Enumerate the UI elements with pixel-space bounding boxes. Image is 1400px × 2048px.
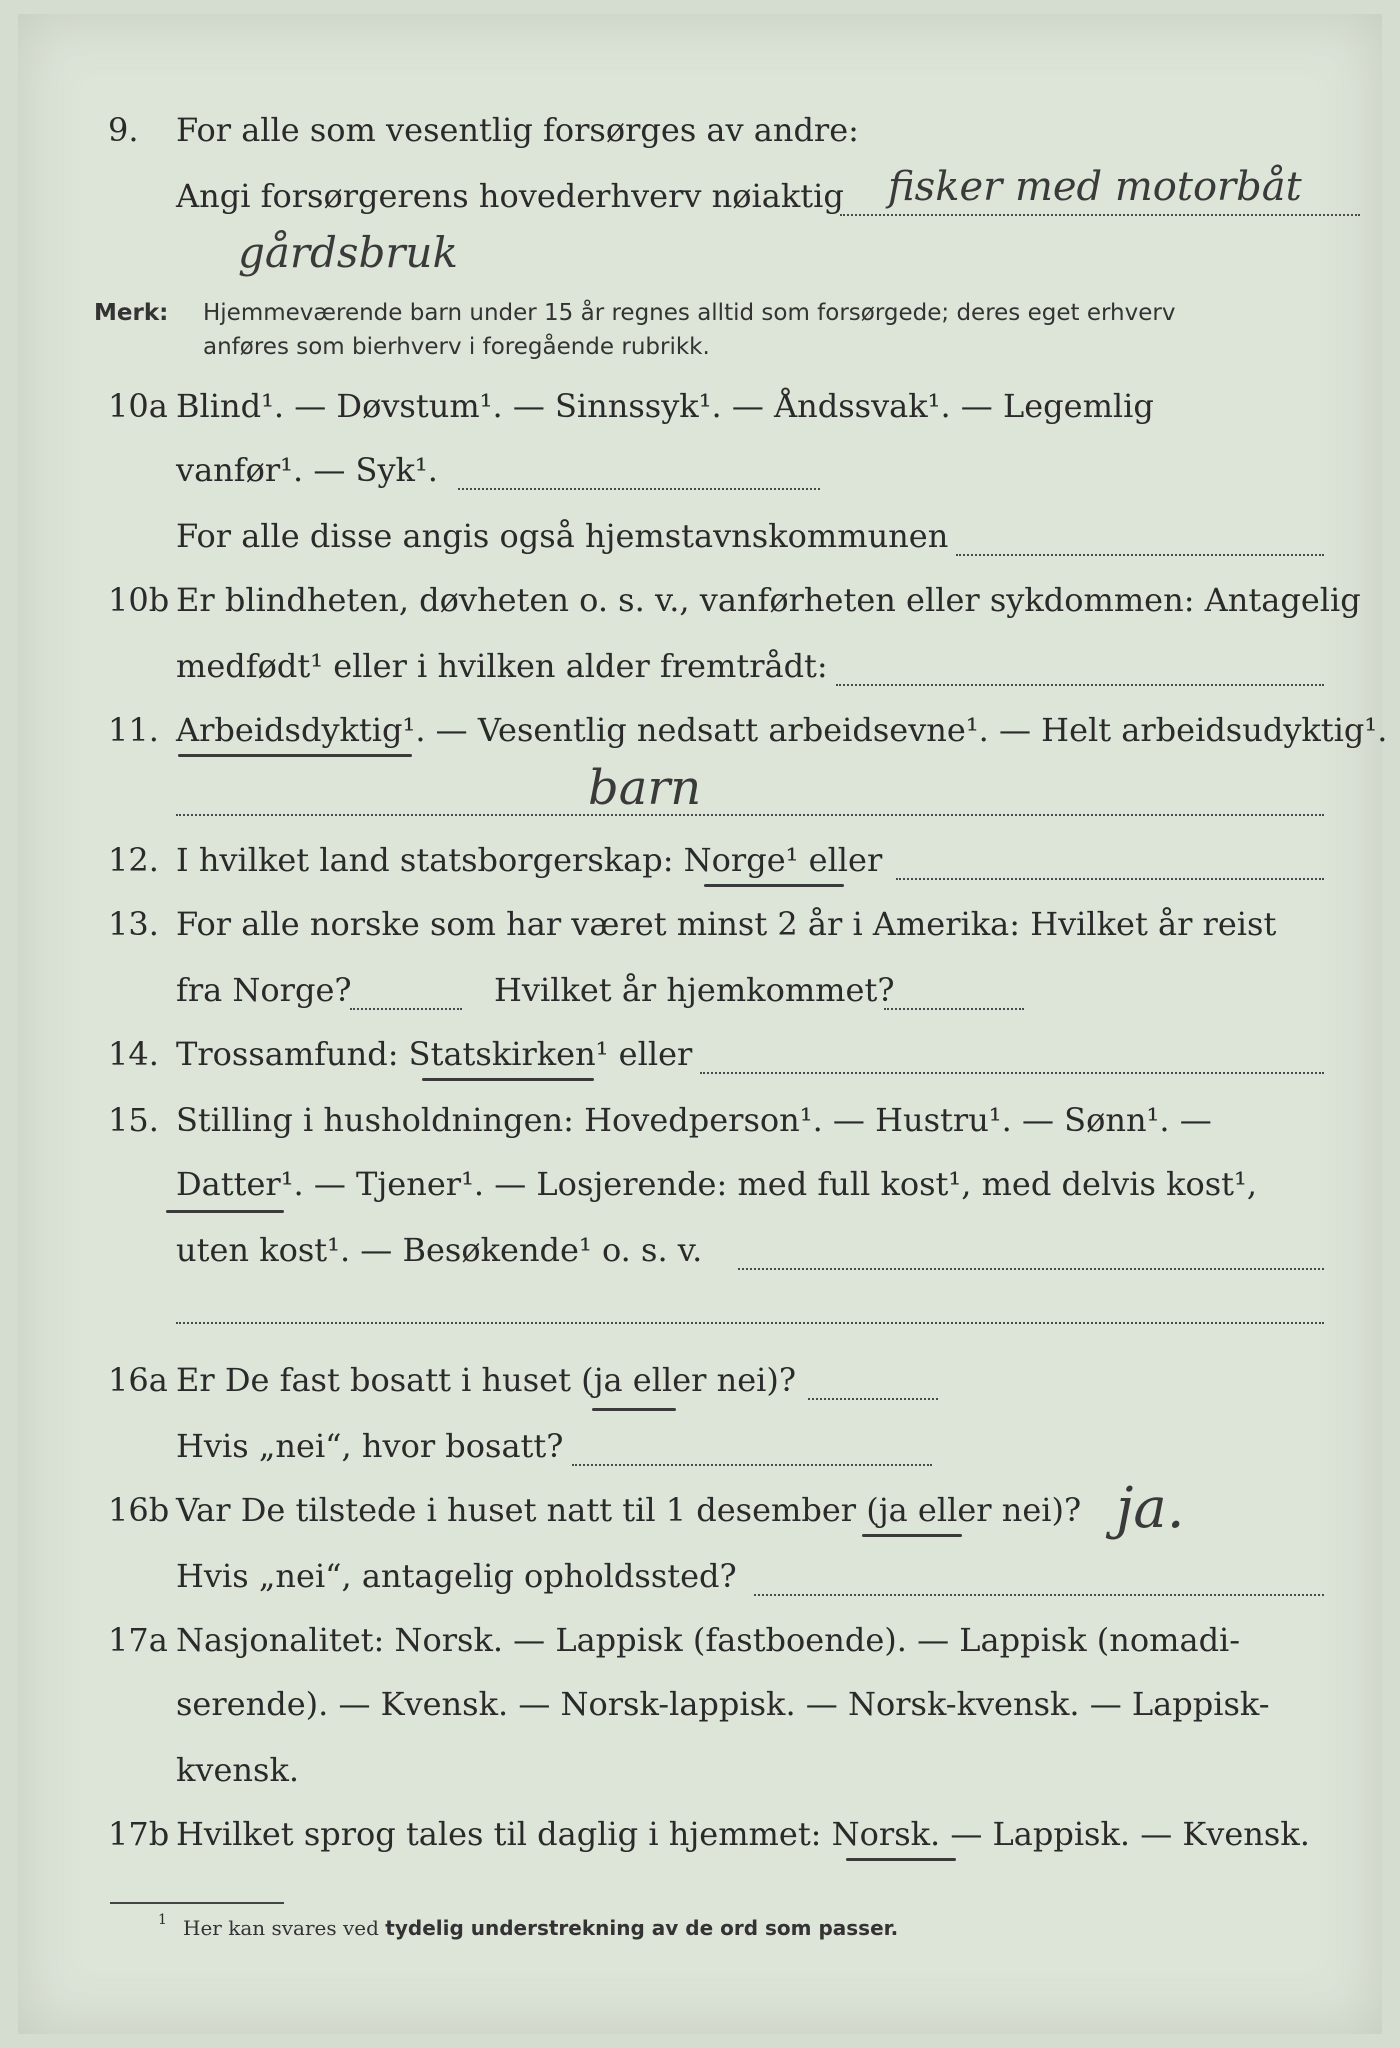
- item-text: Hvilket år hjemkommet?: [494, 971, 895, 1009]
- item-text: Blind¹. — Døvstum¹. — Sinnssyk¹. — Åndssvak¹. — Legemlig: [176, 387, 1154, 425]
- item-text: For alle disse angis også hjemstavnskommunen: [176, 517, 949, 555]
- item-text: Nasjonalitet: Norsk. — Lappisk (fastboende). — Lappisk (nomadi-: [176, 1621, 1241, 1659]
- underline-mark: [846, 1858, 956, 1861]
- item-number: 12.: [108, 841, 159, 879]
- item-number: 13.: [108, 905, 159, 943]
- item-text: For alle norske som har været minst 2 år i Amerika: Hvilket år reist: [176, 905, 1277, 943]
- answer-dotted-line: [754, 1594, 1324, 1596]
- item-number: 10a: [108, 387, 168, 425]
- item-text: uten kost¹. — Besøkende¹ o. s. v.: [176, 1231, 703, 1269]
- item-text: Hvilket sprog tales til daglig i hjemmet: Norsk. — Lappisk. — Kvensk.: [176, 1815, 1310, 1853]
- item-text: Angi forsørgerens hovederhverv nøiaktig: [176, 177, 844, 215]
- handwritten-answer: ja.: [1116, 1476, 1185, 1541]
- item-number: 17a: [108, 1621, 168, 1659]
- handwritten-answer: barn: [588, 760, 702, 816]
- underline-mark: [166, 1210, 284, 1213]
- item-text: fra Norge?: [176, 971, 352, 1009]
- answer-dotted-line: [808, 1398, 938, 1400]
- underline-mark: [862, 1534, 962, 1537]
- item-number: 15.: [108, 1101, 159, 1139]
- footnote-text-bold: tydelig understrekning av de ord som passer.: [385, 1916, 899, 1940]
- answer-dotted-line: [350, 1008, 462, 1010]
- item-text: serende). — Kvensk. — Norsk-lappisk. — Norsk-kvensk. — Lappisk-: [176, 1685, 1270, 1723]
- item-text: vanfør¹. — Syk¹.: [176, 451, 438, 489]
- answer-dotted-line: [176, 814, 1324, 816]
- answer-dotted-line: [738, 1268, 1324, 1270]
- answer-dotted-line: [572, 1464, 932, 1466]
- item-number: 14.: [108, 1035, 159, 1073]
- item-text: I hvilket land statsborgerskap: Norge¹ eller: [176, 841, 883, 879]
- item-text: Er De fast bosatt i huset (ja eller nei)?: [176, 1361, 797, 1399]
- item-text: Datter¹. — Tjener¹. — Losjerende: med full kost¹, med delvis kost¹,: [176, 1165, 1258, 1203]
- item-number: 17b: [108, 1815, 170, 1853]
- footnote-text: Her kan svares ved: [183, 1916, 379, 1940]
- answer-dotted-line: [176, 1322, 1324, 1324]
- item-text: Hvis „nei“, antagelig opholdssted?: [176, 1557, 737, 1595]
- item-number: 16a: [108, 1361, 168, 1399]
- underline-mark: [178, 754, 412, 757]
- handwritten-answer: fisker med motorbåt: [888, 164, 1302, 210]
- item-text: Stilling i husholdningen: Hovedperson¹. — Hustru¹. — Sønn¹. —: [176, 1101, 1212, 1139]
- item-text: Var De tilstede i huset natt til 1 desember (ja eller nei)?: [176, 1491, 1082, 1529]
- footnote-rule: [110, 1902, 284, 1904]
- item-text: Arbeidsdyktig¹. — Vesentlig nedsatt arbeidsevne¹. — Helt arbeidsudyktig¹.: [176, 711, 1388, 749]
- answer-dotted-line: [884, 1008, 1024, 1010]
- underline-mark: [422, 1078, 594, 1081]
- answer-dotted-line: [956, 554, 1324, 556]
- item-text: Hvis „nei“, hvor bosatt?: [176, 1427, 564, 1465]
- footnote: [183, 1916, 898, 1940]
- item-number: 9.: [108, 111, 139, 149]
- note-text: Hjemmeværende barn under 15 år regnes alltid som forsørgede; deres eget erhverv: [203, 300, 1176, 326]
- item-text: medfødt¹ eller i hvilken alder fremtrådt:: [176, 647, 828, 685]
- answer-dotted-line: [700, 1072, 1324, 1074]
- item-text: Trossamfund: Statskirken¹ eller: [176, 1035, 693, 1073]
- item-number: 10b: [108, 581, 170, 619]
- answer-dotted-line: [896, 878, 1324, 880]
- note-label: Merk:: [94, 300, 169, 326]
- answer-dotted-line: [836, 684, 1324, 686]
- footnote-mark: 1: [158, 1912, 167, 1928]
- answer-dotted-line: [840, 214, 1360, 216]
- underline-mark: [704, 884, 844, 887]
- census-form-page: [18, 14, 1388, 2034]
- item-number: 11.: [108, 711, 159, 749]
- item-text: Er blindheten, døvheten o. s. v., vanførheten eller sykdommen: Antagelig: [176, 581, 1361, 619]
- note-text: anføres som bierhverv i foregående rubrikk.: [203, 334, 710, 360]
- handwritten-answer: gårdsbruk: [238, 228, 458, 277]
- underline-mark: [592, 1408, 676, 1411]
- item-text: For alle som vesentlig forsørges av andre:: [176, 111, 859, 149]
- item-number: 16b: [108, 1491, 170, 1529]
- answer-dotted-line: [458, 488, 820, 490]
- item-text: kvensk.: [176, 1751, 299, 1789]
